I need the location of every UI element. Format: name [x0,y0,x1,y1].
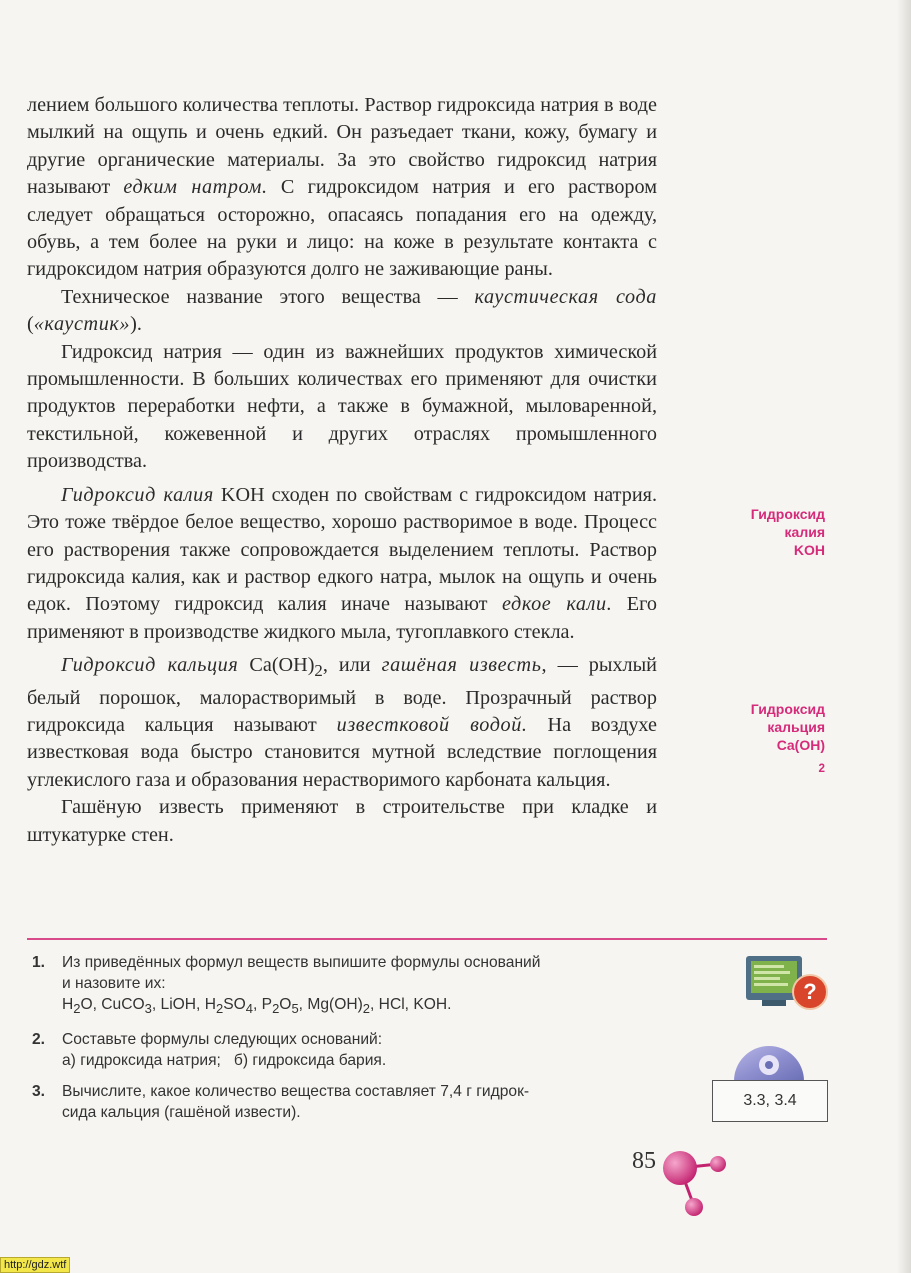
main-text [27,92,657,849]
task-1: 1. Из приведённых формул веществ выпишите формулы оснований и назовите их: $H_2O$, CuCO$_3$, LiOH, $H_2SO_4$, $P_2O_5$, $Mg(OH)_2$, HCl, KOH. [32,952,662,1019]
svg-text:?: ? [803,979,817,1004]
term-caustic-potash: едкое кали. [501,593,613,616]
side-note-caoh2: Гидроксид кальция Ca(OH) $_2$ [750,701,825,775]
reference-box: 3.3, 3.4 [712,1080,828,1122]
paragraph-1: лением большого количества теплоты. Раствор гидроксида натрия в воде мылкий на ощупь и очень едкий. Он разъедает ткани, кожу, бумагу и другие органические материалы. За это свойство гидроксид натрия называют едким натром. С гидроксидом натрия и его раствором следует обращаться осторожно, опасаясь попадания его на одежду, обувь, а тем более на руки и лицо: на коже в результате контакта с гидроксидом натрия образуются долго не заживающие раны. [27,94,657,281]
task-list [32,952,662,1133]
watermark-link[interactable]: http://gdz.wtf [0,1257,70,1273]
paragraph-2: Техническое название этого вещества — каустическая сода («каустик»). [27,285,657,336]
page-number: 85 [632,1148,656,1174]
term-calcium-hydroxide: Гидроксид кальция [61,654,239,677]
cd-disc-icon [730,1027,808,1081]
term-potassium-hydroxide: Гидроксид калия [61,483,214,506]
side-note-koh: Гидроксид калия KOH [750,506,825,558]
computer-question-icon [744,952,830,1014]
paragraph-6: Гашёную известь применяют в строительстве при кладке и штукатурке стен. [27,796,657,846]
term-caustic: каустическая сода [474,285,657,308]
task-2: 2. Составьте формулы следующих оснований: а) гидроксида натрия; б) гидроксида бария. [32,1031,387,1070]
paragraph-3: Гидроксид натрия — один из важнейших продуктов химической промышленности. В больших количествах его применяют для очистки продуктов переработки нефти, а также в бумажной, мыловаренной, текстильной, кожевенной и других отраслях промышленного производства. [27,340,657,473]
paragraph-4: Гидроксид калия KOH сходен по свойствам с гидроксидом натрия. Это тоже твёрдое белое вещество, хорошо растворимое в воде. Процесс его растворения также сопровождается выделением теплоты. Раствор гидроксида калия, как и раствор едкого натра, мылок на ощупь и очень едок. Поэтому гидроксид калия иначе называют едкое кали. Его применяют в производстве жидкого мыла, тугоплавкого стекла. [27,483,657,643]
term-lime-water: известковой водой. [336,713,528,736]
section-divider [27,938,827,940]
paragraph-5: Гидроксид кальция $Ca(OH)_2$, или гашёная известь, — рыхлый белый порошок, малорастворимый в воде. Прозрачный раствор гидроксида кальция называют известковой водой. На воздухе известковая вода быстро становится мутной вследствие поглощения углекислого газа и образования нерастворимого карбоната кальция. [27,654,657,791]
page-edge-shadow [897,0,911,1273]
term-slaked-lime: гашёная известь [381,654,542,677]
task-3: 3. Вычислите, какое количество вещества составляет 7,4 г гидрок- сида кальция (гашёной извести). [32,1083,530,1122]
molecule-icon [660,1140,730,1220]
formula-list: $H_2O$, CuCO$_3$, LiOH, $H_2SO_4$, $P_2O_5$, $Mg(OH)_2$, HCl, KOH. [62,996,452,1017]
term-caustic-soda: едким натром. [123,176,268,199]
